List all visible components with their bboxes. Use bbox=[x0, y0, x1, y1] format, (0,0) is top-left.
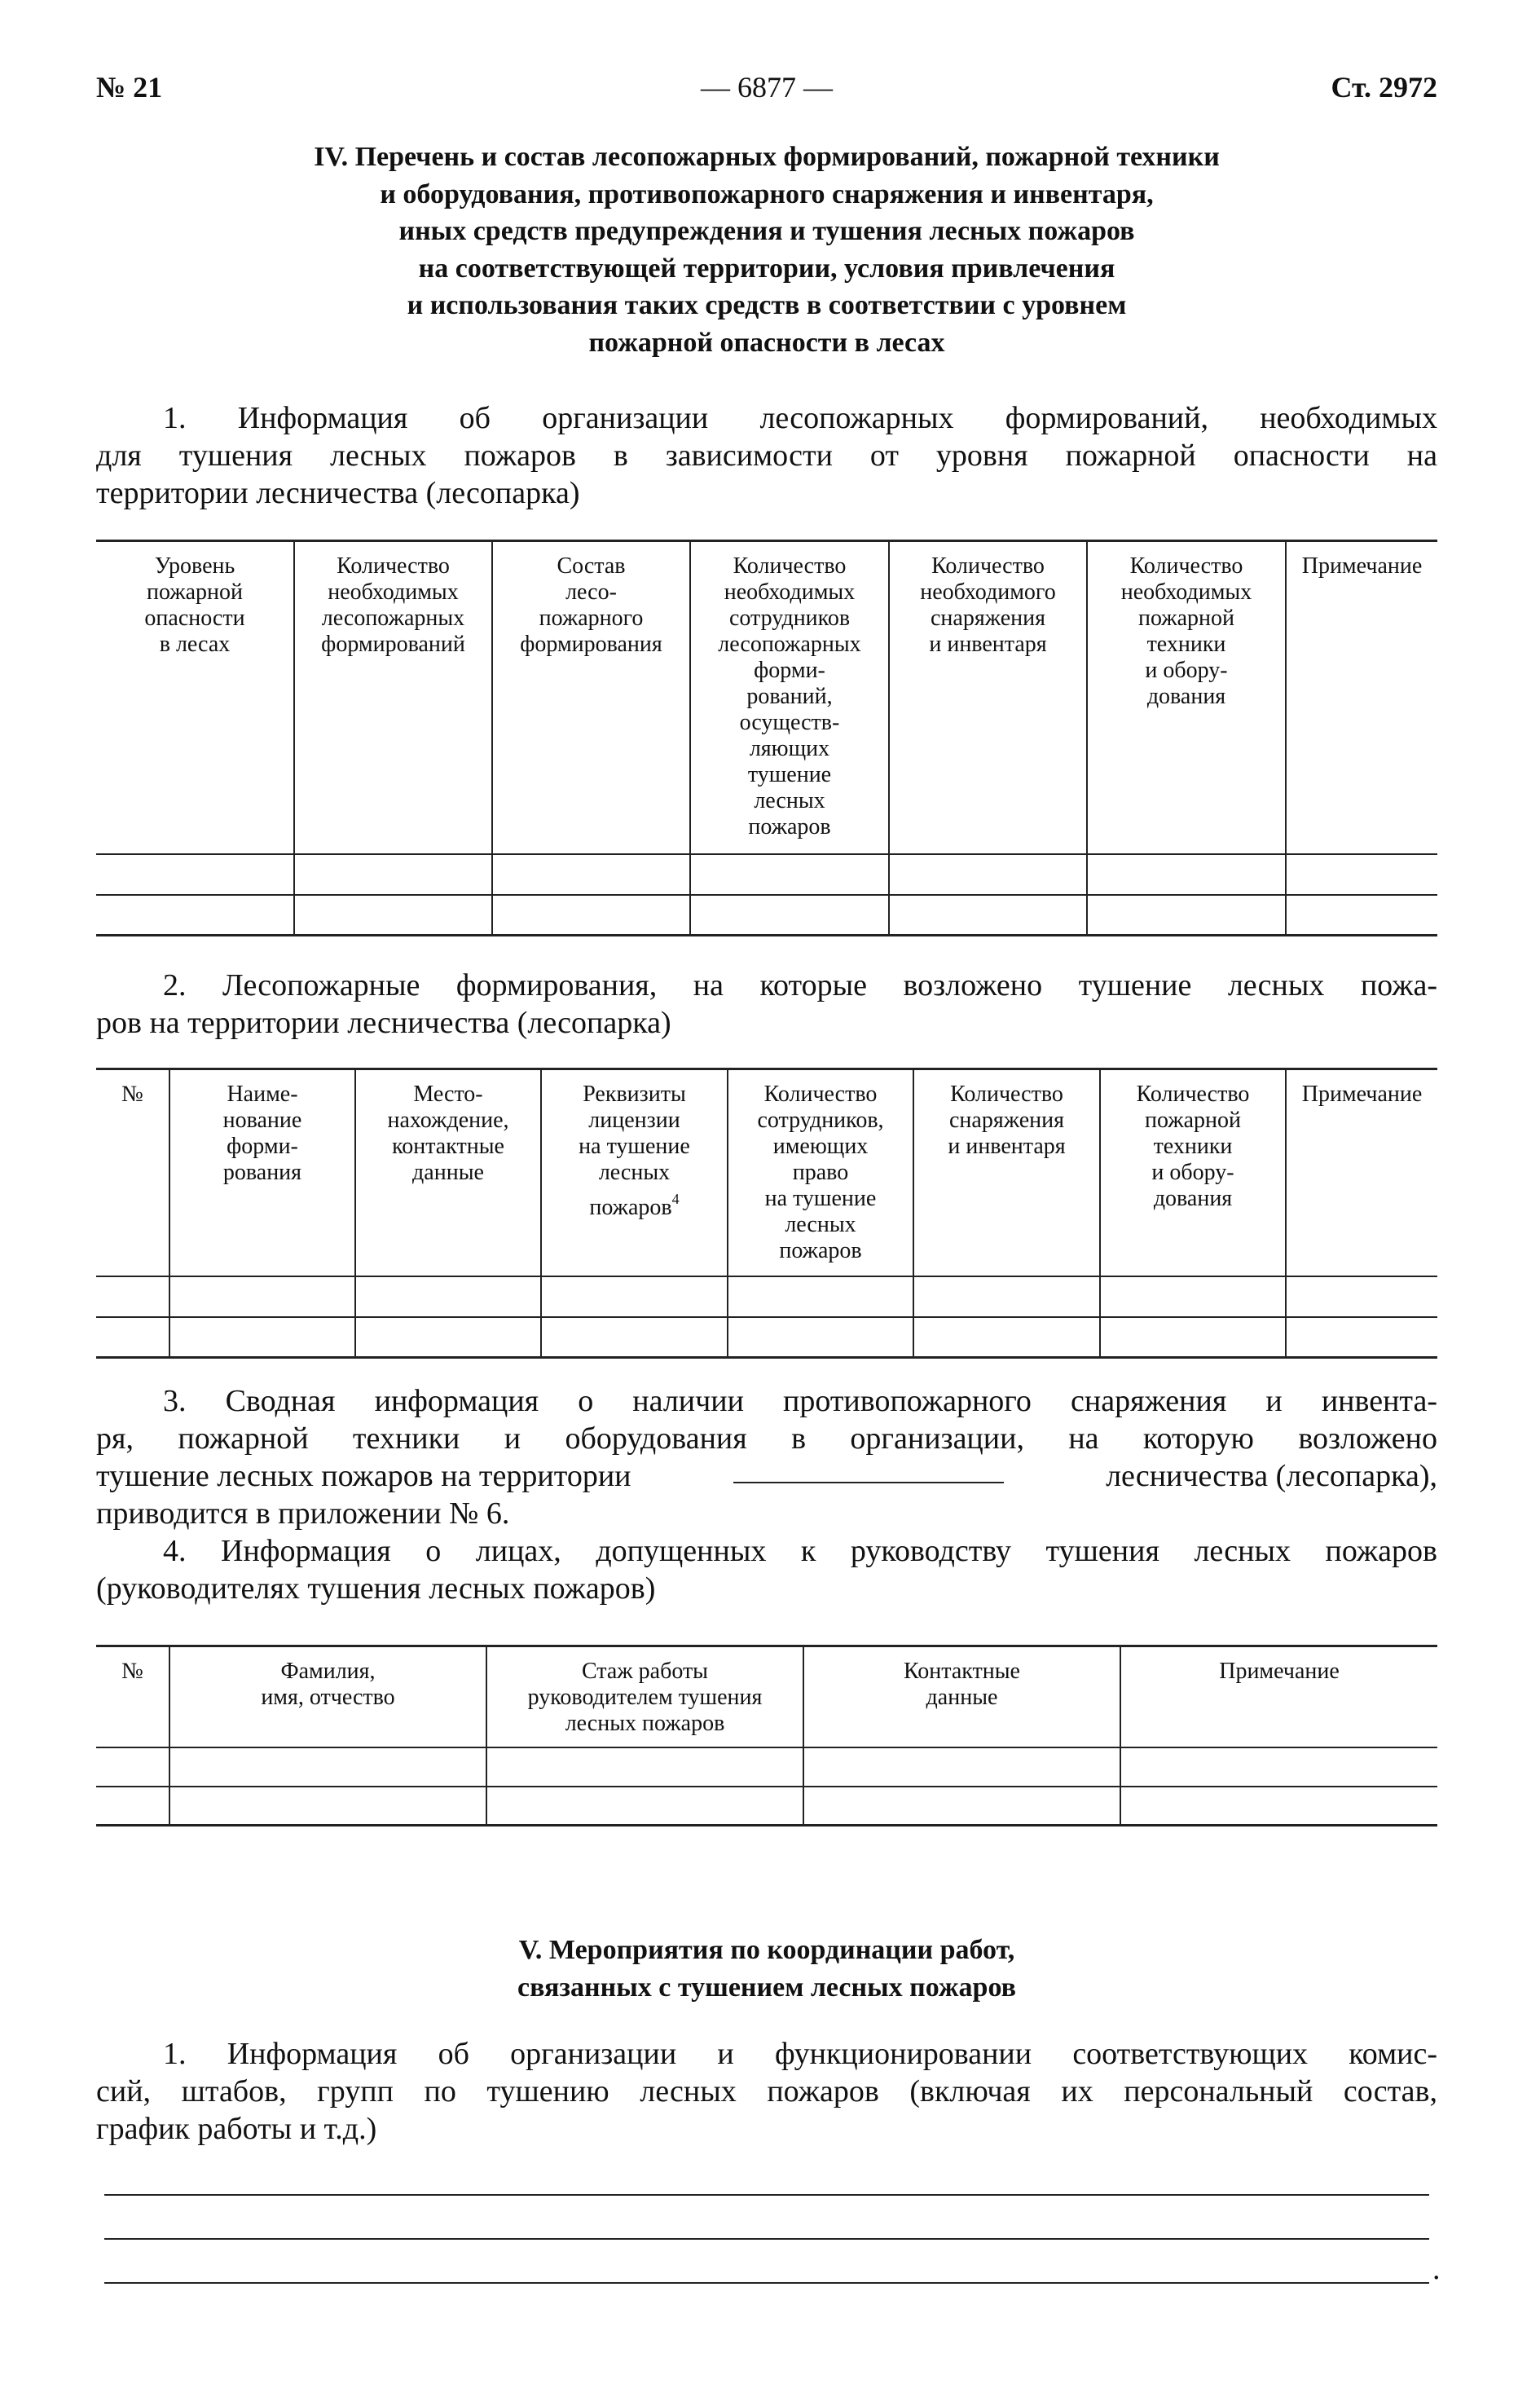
issue-number: № 21 bbox=[96, 71, 163, 104]
header-cell: Фамилия, имя, отчество bbox=[169, 1646, 486, 1747]
table-row bbox=[96, 854, 1437, 895]
header-cell: Примечание bbox=[1286, 1069, 1437, 1276]
table-cell[interactable] bbox=[96, 1317, 169, 1358]
text-line: тушение лесных пожаров на территории лесничества (лесопарка), bbox=[96, 1459, 1437, 1493]
text-line: ров на территории лесничества (лесопарка) bbox=[96, 1006, 671, 1040]
table-cell[interactable] bbox=[1087, 895, 1286, 936]
title-line: IV. Перечень и состав лесопожарных формирований, пожарной техники bbox=[314, 142, 1220, 172]
text-line: (руководителях тушения лесных пожаров) bbox=[96, 1571, 656, 1606]
table-cell[interactable] bbox=[169, 1317, 355, 1358]
header-cell: № bbox=[96, 1646, 169, 1747]
blank-field[interactable] bbox=[733, 1457, 1004, 1483]
table-cell[interactable] bbox=[169, 1787, 486, 1826]
table-header-row bbox=[96, 541, 1437, 854]
fire-managers-table bbox=[96, 1645, 1437, 1827]
table-cell[interactable] bbox=[1120, 1747, 1437, 1787]
table-cell[interactable] bbox=[96, 1747, 169, 1787]
header-cell: Примечание bbox=[1286, 541, 1437, 854]
page-header bbox=[96, 70, 1437, 116]
title-line: и использования таких средств в соответствии с уровнем bbox=[407, 290, 1127, 320]
table-row bbox=[96, 1317, 1437, 1358]
header-cell: Реквизиты лицензии на тушение лесных пожаров$^4$ bbox=[541, 1069, 728, 1276]
title-line: V. Мероприятия по координации работ, bbox=[518, 1935, 1015, 1965]
table-header-row bbox=[96, 1069, 1437, 1276]
fill-line[interactable] bbox=[104, 2238, 1429, 2240]
text-line: приводится в приложении № 6. bbox=[96, 1496, 510, 1531]
text-line: 1. Информация об организации лесопожарных формирований, необходимых bbox=[163, 401, 1437, 435]
section-5-title bbox=[96, 1932, 1437, 2006]
table-cell[interactable] bbox=[1100, 1276, 1286, 1317]
title-line: иных средств предупреждения и тушения лесных пожаров bbox=[398, 216, 1135, 246]
header-cell: Количество необходимых сотрудников лесопожарных форми- рований, осуществ- ляющих тушение лесных пожаров bbox=[690, 541, 889, 854]
header-cell: Место- нахождение, контактные данные bbox=[355, 1069, 541, 1276]
formations-table bbox=[96, 540, 1437, 936]
table-cell[interactable] bbox=[889, 854, 1087, 895]
fill-line[interactable] bbox=[104, 2282, 1429, 2284]
table-cell[interactable] bbox=[169, 1276, 355, 1317]
table-cell[interactable] bbox=[294, 854, 492, 895]
table-cell[interactable] bbox=[1286, 1317, 1437, 1358]
table-cell[interactable] bbox=[913, 1276, 1100, 1317]
header-cell: Количество снаряжения и инвентаря bbox=[913, 1069, 1100, 1276]
text-line: график работы и т.д.) bbox=[96, 2112, 377, 2146]
header-cell: Количество необходимых лесопожарных формирований bbox=[294, 541, 492, 854]
table-cell[interactable] bbox=[96, 1787, 169, 1826]
table-cell[interactable] bbox=[486, 1747, 803, 1787]
table-cell[interactable] bbox=[96, 895, 294, 936]
table-cell[interactable] bbox=[690, 895, 889, 936]
header-cell: № bbox=[96, 1069, 169, 1276]
paragraph-4-2 bbox=[96, 967, 1437, 1042]
table-cell[interactable] bbox=[728, 1317, 913, 1358]
paragraph-4-3 bbox=[96, 1382, 1437, 1607]
table-cell[interactable] bbox=[803, 1747, 1120, 1787]
title-line: пожарной опасности в лесах bbox=[588, 327, 945, 358]
header-cell: Количество необходимого снаряжения и инвентаря bbox=[889, 541, 1087, 854]
assigned-formations-table bbox=[96, 1068, 1437, 1359]
table-row bbox=[96, 1747, 1437, 1787]
table-header-row bbox=[96, 1646, 1437, 1747]
header-cell: Состав лесо- пожарного формирования bbox=[492, 541, 690, 854]
end-period: . bbox=[1432, 2252, 1441, 2286]
header-cell: Стаж работы руководителем тушения лесных пожаров bbox=[486, 1646, 803, 1747]
text-line: для тушения лесных пожаров в зависимости от уровня пожарной опасности на bbox=[96, 438, 1437, 473]
text-line: территории лесничества (лесопарка) bbox=[96, 476, 580, 510]
table-row bbox=[96, 1787, 1437, 1826]
header-cell: Наиме- нование форми- рования bbox=[169, 1069, 355, 1276]
table-cell[interactable] bbox=[728, 1276, 913, 1317]
paragraph-4-1 bbox=[96, 399, 1437, 512]
table-cell[interactable] bbox=[803, 1787, 1120, 1826]
header-cell: Уровень пожарной опасности в лесах bbox=[96, 541, 294, 854]
text-line: 1. Информация об организации и функционировании соответствующих комис- bbox=[163, 2037, 1437, 2071]
table-cell[interactable] bbox=[96, 854, 294, 895]
page-number: — 6877 — bbox=[701, 71, 833, 104]
table-cell[interactable] bbox=[1286, 1276, 1437, 1317]
table-cell[interactable] bbox=[541, 1276, 728, 1317]
header-cell: Количество сотрудников, имеющих право на тушение лесных пожаров bbox=[728, 1069, 913, 1276]
header-cell: Количество пожарной техники и обору- дования bbox=[1100, 1069, 1286, 1276]
section-4-title bbox=[96, 139, 1437, 361]
title-line: связанных с тушением лесных пожаров bbox=[517, 1972, 1016, 2003]
paragraph-5-1 bbox=[96, 2035, 1437, 2148]
table-cell[interactable] bbox=[486, 1787, 803, 1826]
table-cell[interactable] bbox=[355, 1276, 541, 1317]
text-line: ря, пожарной техники и оборудования в организации, на которую возложено bbox=[96, 1421, 1437, 1456]
text-line: 2. Лесопожарные формирования, на которые возложено тушение лесных пожа- bbox=[163, 968, 1437, 1002]
article-number: Ст. 2972 bbox=[1331, 71, 1437, 104]
table-cell[interactable] bbox=[913, 1317, 1100, 1358]
table-row bbox=[96, 1276, 1437, 1317]
fill-line[interactable] bbox=[104, 2194, 1429, 2196]
table-cell[interactable] bbox=[492, 895, 690, 936]
table-row bbox=[96, 895, 1437, 936]
text-line: 4. Информация о лицах, допущенных к руководству тушения лесных пожаров bbox=[163, 1534, 1437, 1568]
table-cell[interactable] bbox=[492, 854, 690, 895]
table-cell[interactable] bbox=[1100, 1317, 1286, 1358]
table-cell[interactable] bbox=[96, 1276, 169, 1317]
table-cell[interactable] bbox=[541, 1317, 728, 1358]
table-cell[interactable] bbox=[889, 895, 1087, 936]
title-line: и оборудования, противопожарного снаряжения и инвентаря, bbox=[380, 178, 1154, 209]
title-line: на соответствующей территории, условия привлечения bbox=[418, 253, 1115, 284]
table-cell[interactable] bbox=[1286, 895, 1437, 936]
table-cell[interactable] bbox=[1120, 1787, 1437, 1826]
header-cell: Контактные данные bbox=[803, 1646, 1120, 1747]
table-cell[interactable] bbox=[355, 1317, 541, 1358]
header-cell: Примечание bbox=[1120, 1646, 1437, 1747]
text-line: сий, штабов, групп по тушению лесных пожаров (включая их персональный состав, bbox=[96, 2074, 1437, 2109]
table-cell[interactable] bbox=[294, 895, 492, 936]
table-cell[interactable] bbox=[1286, 854, 1437, 895]
header-cell: Количество необходимых пожарной техники и обору- дования bbox=[1087, 541, 1286, 854]
table-cell[interactable] bbox=[690, 854, 889, 895]
table-cell[interactable] bbox=[169, 1747, 486, 1787]
table-cell[interactable] bbox=[1087, 854, 1286, 895]
text-line: 3. Сводная информация о наличии противопожарного снаряжения и инвента- bbox=[163, 1384, 1437, 1418]
footnote-mark: 4 bbox=[671, 1191, 680, 1207]
